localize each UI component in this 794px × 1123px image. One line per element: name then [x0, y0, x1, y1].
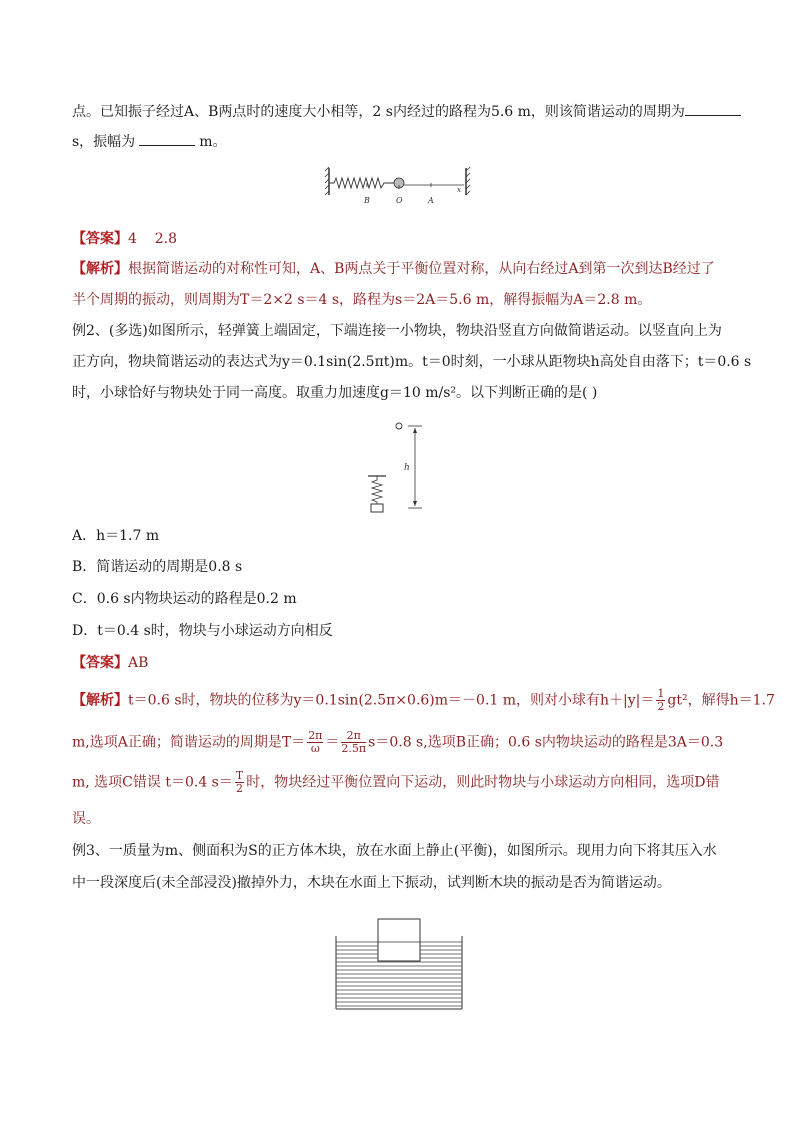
- fraction-half: $\frac{1}{2}$: [657, 687, 665, 713]
- fraction-2pi-2p5pi: $\frac{2\pi}{2.5\pi}$: [341, 729, 367, 755]
- q3-line2: 中一段深度后(未全部浸没)撤掉外力，木块在水面上下振动，试判断木块的振动是否为简谐运动。: [72, 875, 671, 891]
- option-a: A．h＝1.7 m: [72, 528, 160, 544]
- q2-analysis-line4: 误。: [72, 811, 100, 827]
- q2-answer: 【答案】AB: [72, 655, 149, 671]
- q2-analysis-line1: 【解析】t＝0.6 s时，物块的位移为y＝0.1sin(2.5π×0.6)m＝－0.1 m，则对小球有h＋|y|＝ $\frac{1}{2}$ gt²，解得h＝1.7: [72, 687, 775, 713]
- wooden-cube: [378, 919, 420, 961]
- period-blank: [685, 101, 741, 116]
- label-A: A: [428, 196, 434, 205]
- label-h: h: [404, 463, 410, 473]
- label-x: x: [457, 186, 461, 194]
- q3-line1: 例3、一质量为m、侧面积为S的正方体木块，放在水面上静止(平衡)，如图所示。现用力向下将其压入水: [72, 843, 717, 859]
- block: [371, 504, 383, 512]
- q2-line2: 正方向，物块简谐运动的表达式为y＝0.1sin(2.5πt)m。t＝0时刻，一小球从距物块h高处自由落下；t＝0.6 s: [72, 354, 752, 370]
- document-page: [72, 0, 775, 1123]
- option-c: C．0.6 s内物块运动的路程是0.2 m: [72, 591, 297, 607]
- label-O: O: [396, 196, 403, 205]
- q1-line2: s，振幅为 m。: [72, 131, 722, 153]
- amplitude-blank: [139, 131, 195, 146]
- falling-ball: [396, 423, 402, 429]
- vertical-spring-figure: [360, 418, 430, 514]
- q2-analysis-line2: m,选项A正确；简谐运动的周期是T＝ $\frac{2\pi}{\omega}$ ＝ $\frac{2\pi}{2.5\pi}$ s＝0.8 s,选项B正确；0.6 s内物块运动的路程是3A＝0.3: [72, 729, 724, 755]
- option-b: B．简谐运动的周期是0.8 s: [72, 559, 243, 575]
- q1-answer: 【答案】4 2.8: [72, 231, 177, 247]
- q1-analysis-line1: 【解析】根据简谐运动的对称性可知，A、B两点关于平衡位置对称，从向右经过A到第一次到达B经过了: [72, 261, 715, 277]
- option-d: D．t＝0.4 s时，物块与小球运动方向相反: [72, 623, 333, 639]
- q2-line1: 例2、(多选)如图所示，轻弹簧上端固定，下端连接一小物块，物块沿竖直方向做简谐运动。以竖直向上为: [72, 323, 722, 339]
- fraction-2pi-omega: $\frac{2\pi}{\omega}$: [308, 729, 323, 755]
- spring-oscillator-figure: [324, 165, 474, 213]
- vertical-spring: [372, 476, 382, 504]
- label-B: B: [364, 196, 370, 205]
- floating-block-figure: [334, 916, 464, 1012]
- q1-line1: 点。已知振子经过A、B两点时的速度大小相等，2 s内经过的路程为5.6 m，则该简谐运动的周期为: [72, 101, 722, 123]
- q2-analysis-line3: m, 选项C错误 t＝0.4 s＝ $\frac{T}{2}$ 时，物块经过平衡位置向下运动，则此时物块与小球运动方向相同，选项D错: [72, 769, 720, 795]
- spring-coil: [329, 178, 394, 188]
- q2-line3: 时，小球恰好与物块处于同一高度。取重力加速度g＝10 m/s²。以下判断正确的是( ): [72, 385, 598, 401]
- fraction-T-half: $\frac{T}{2}$: [235, 769, 244, 795]
- q1-analysis-line2: 半个周期的振动，则周期为T＝2×2 s＝4 s，路程为s＝2A＝5.6 m，解得振幅为A＝2.8 m。: [72, 292, 652, 308]
